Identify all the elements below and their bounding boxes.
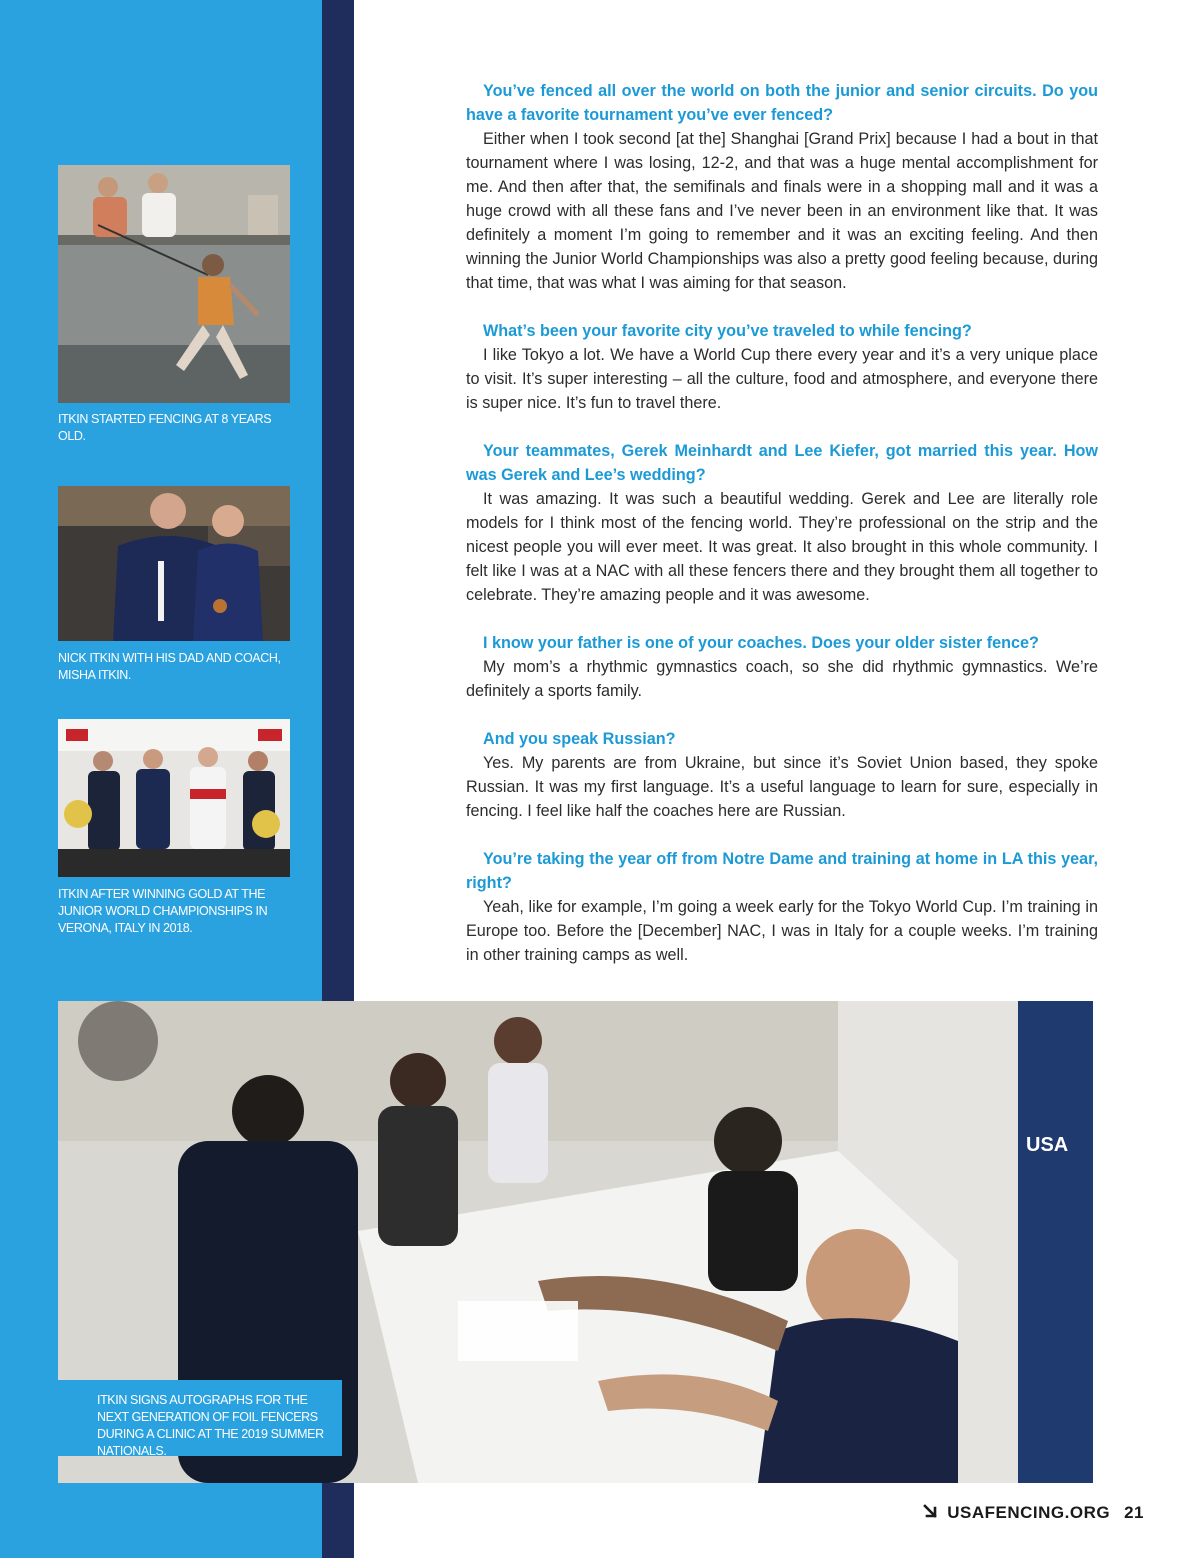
qa-block	[466, 631, 1098, 703]
father-son-illustration	[58, 486, 290, 641]
qa-block	[466, 79, 1098, 295]
qa-block	[466, 319, 1098, 415]
question: And you speak Russian?	[483, 730, 676, 748]
arrow-down-right-icon	[923, 1503, 937, 1523]
photo-caption-childhood: ITKIN STARTED FENCING AT 8 YEARS OLD.	[58, 412, 272, 443]
qa-block	[466, 439, 1098, 607]
question: I know your father is one of your coaches. Does your older sister fence?	[483, 634, 1039, 652]
childhood-fencing-photo	[58, 165, 290, 403]
interview-article	[466, 79, 1098, 991]
answer: Either when I took second [at the] Shanghai [Grand Prix] because I had a bout in that tournament where I was losing, 12-2, and that was a huge mental accomplishment for me. And then after that, the semifinals and finals were in a shopping mall and it was a huge crowd with all these fans and I’ve never been in an environment like that. It was definitely a moment I’m going to remember and it was an exciting feeling. And then winning the Junior World Championships was also a pretty good feeling because, during that time, that was what I was aiming for that season.	[466, 130, 1098, 292]
autograph-caption-box	[52, 1380, 342, 1456]
father-son-photo	[58, 486, 290, 641]
photo-caption-podium: ITKIN AFTER WINNING GOLD AT THE JUNIOR WORLD CHAMPIONSHIPS IN VERONA, ITALY IN 2018.	[58, 887, 268, 935]
answer: I like Tokyo a lot. We have a World Cup there every year and it’s a very unique place to visit. It’s super interesting – all the culture, food and atmosphere, and everyone there is super nice. It’s fun to travel there.	[466, 346, 1098, 412]
question: You’re taking the year off from Notre Dame and training at home in LA this year, right?	[466, 850, 1098, 892]
question: Your teammates, Gerek Meinhardt and Lee Kiefer, got married this year. How was Gerek and Lee’s wedding?	[466, 442, 1098, 484]
banner-usa-text: USA	[1026, 1134, 1069, 1156]
photo-caption-autographs: ITKIN SIGNS AUTOGRAPHS FOR THE NEXT GENERATION OF FOIL FENCERS DURING A CLINIC AT THE 2019 SUMMER NATIONALS.	[97, 1393, 324, 1458]
qa-block	[466, 847, 1098, 967]
question: What’s been your favorite city you’ve traveled to while fencing?	[483, 322, 972, 340]
photo-caption-father: NICK ITKIN WITH HIS DAD AND COACH, MISHA ITKIN.	[58, 651, 281, 682]
podium-illustration	[58, 719, 290, 877]
podium-photo	[58, 719, 290, 877]
page-footer	[923, 1503, 1144, 1523]
site-url[interactable]: USAFENCING.ORG	[947, 1503, 1111, 1522]
page-number: 21	[1124, 1503, 1144, 1522]
qa-block	[466, 727, 1098, 823]
childhood-fencing-illustration	[58, 165, 290, 403]
answer: It was amazing. It was such a beautiful wedding. Gerek and Lee are literally role models for I think most of the fencing world. They’re professional on the strip and the nicest people you will ever meet. It was great. It also brought in this whole community. I felt like I was at a NAC with all these fencers there and they brought them all together to celebrate. They’re amazing people and it was awesome.	[466, 490, 1098, 604]
question: You’ve fenced all over the world on both the junior and senior circuits. Do you have a favorite tournament you’ve ever fenced?	[466, 82, 1098, 124]
answer: My mom’s a rhythmic gymnastics coach, so she did rhythmic gymnastics. We’re definitely a sports family.	[466, 658, 1098, 700]
answer: Yes. My parents are from Ukraine, but since it’s Soviet Union based, they spoke Russian. It was my first language. It’s a useful language to learn for sure, especially in fencing. I feel like half the coaches here are Russian.	[466, 754, 1098, 820]
answer: Yeah, like for example, I’m going a week early for the Tokyo World Cup. I’m training in Europe too. Before the [December] NAC, I was in Italy for a couple weeks. I’m training in other training camps as well.	[466, 898, 1098, 964]
